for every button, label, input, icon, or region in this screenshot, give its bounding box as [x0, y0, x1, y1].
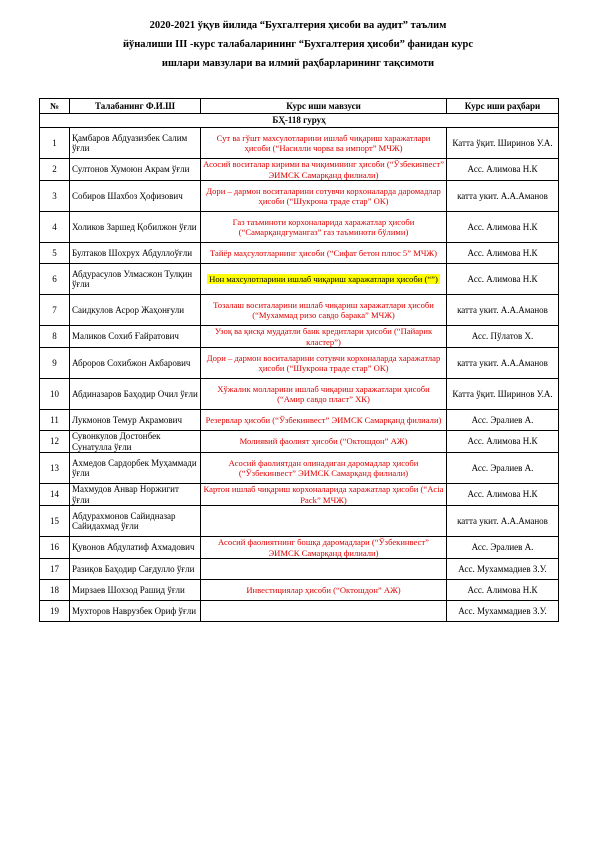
student-name: Саидкулов Асрор Жаҳонғули — [70, 295, 201, 326]
table-row — [40, 431, 559, 453]
row-number: 8 — [40, 326, 70, 348]
header-no: № — [40, 99, 70, 114]
course-topic: Асосий фаолиятдан олинадиган даромадлар ҳисоби (“Ўзбекинвест” ЭИМСК Самарқанд филиали) — [201, 453, 447, 484]
supervisor-name: Катта ўқит. Ширинов У.А. — [447, 128, 559, 159]
table-row — [40, 580, 559, 601]
row-number: 13 — [40, 453, 70, 484]
course-topic: Хўжалик молларини ишлаб чиқариш харажатлари ҳисоби (“Амир савдо пласт” ХК) — [201, 379, 447, 410]
supervisor-name: Асс. Алимова Н.К — [447, 243, 559, 264]
row-number: 4 — [40, 212, 70, 243]
course-topic: Тозалаш воситаларини ишлаб чиқариш харажатлари ҳисоби (“Мухаммад ризо савдо барака” МЧЖ) — [201, 295, 447, 326]
table-row — [40, 243, 559, 264]
course-topic — [201, 601, 447, 622]
supervisor-name: Асс. Алимова Н.К — [447, 484, 559, 506]
course-topic: Газ таъминоти корхоналарида харажатлар ҳисоби (“Самарқандгумангаз” газ таъминоти бўлими) — [201, 212, 447, 243]
row-number: 7 — [40, 295, 70, 326]
supervisor-name: Катта ўқит. Ширинов У.А. — [447, 379, 559, 410]
student-name: Абдурахмонов Сайидназар Сайидахмад ўғли — [70, 506, 201, 537]
student-name: Мухторов Наврузбек Ориф ўғли — [70, 601, 201, 622]
supervisor-name: Асс. Эралиев А. — [447, 537, 559, 559]
course-topic: Молиявий фаолият ҳисоби (“Октошдон” АЖ) — [201, 431, 447, 453]
row-number: 6 — [40, 264, 70, 295]
supervisor-name: Асс. Алимова Н.К — [447, 431, 559, 453]
student-name: Собиров Шахбоз Ҳофизович — [70, 181, 201, 212]
supervisor-name: Асс. Алимова Н.К — [447, 159, 559, 181]
table-row — [40, 484, 559, 506]
row-number: 10 — [40, 379, 70, 410]
supervisor-name: катта укит. А.А.Аманов — [447, 506, 559, 537]
student-name: Абдиназаров Баҳодир Очил ўғли — [70, 379, 201, 410]
table-row — [40, 453, 559, 484]
row-number: 19 — [40, 601, 70, 622]
supervisor-name: Асс. Алимова Н.К — [447, 212, 559, 243]
table-row — [40, 128, 559, 159]
table-row — [40, 326, 559, 348]
title-line-2: йўналиши III -курс талабаларининг “Бухгалтерия ҳисоби” фанидан курс — [122, 39, 474, 50]
title-line-1: 2020-2021 ўқув йилида “Бухгалтерия ҳисоби ва аудит” таълим — [149, 20, 447, 31]
course-topic: Асосий воситалар кирими ва чиқимининг ҳисоби (“Ўзбекинвест” ЭИМСК Самарқанд филиали) — [201, 159, 447, 181]
course-topic — [201, 559, 447, 580]
row-number: 14 — [40, 484, 70, 506]
course-topic: Дори – дармон воситаларини сотувчи корхоналарда харажатлар ҳисоби (“Шукрона траде стар” ОК) — [201, 348, 447, 379]
supervisor-name: Асс. Алимова Н.К — [447, 264, 559, 295]
course-works-table — [39, 98, 559, 622]
row-number: 11 — [40, 410, 70, 431]
table-row — [40, 559, 559, 580]
header-topic: Курс иши мавзуси — [201, 99, 447, 114]
page-title — [60, 16, 536, 73]
header-student: Талабанинг Ф.И.Ш — [70, 99, 201, 114]
table-row — [40, 379, 559, 410]
student-name: Лукмонов Темур Акрамович — [70, 410, 201, 431]
course-topic: Узоқ ва қисқа муддатли банк кредитлари ҳисоби (“Пайарик кластер”) — [201, 326, 447, 348]
table-row — [40, 264, 559, 295]
table-header-row — [40, 99, 559, 114]
row-number: 9 — [40, 348, 70, 379]
student-name: Қамбаров Абдуазизбек Салим ўғли — [70, 128, 201, 159]
student-name: Маликов Сохиб Ғайратович — [70, 326, 201, 348]
course-topic: Резервлар ҳисоби (“Ўзбекинвест” ЭИМСК Самарқанд филиали) — [201, 410, 447, 431]
student-name: Абдурасулов Улмасжон Тулқин ўғли — [70, 264, 201, 295]
row-number: 17 — [40, 559, 70, 580]
course-topic: Тайёр маҳсулотларнинг ҳисоби (“Сифат бетон плюс 5” МЧЖ) — [201, 243, 447, 264]
row-number: 15 — [40, 506, 70, 537]
table-row — [40, 348, 559, 379]
group-label: БҲ-118 гуруҳ — [40, 114, 559, 128]
student-name: Бултаков Шохрух Абдуллоўғли — [70, 243, 201, 264]
supervisor-name: Асс. Мухаммадиев З.У. — [447, 559, 559, 580]
student-name: Разиқов Баҳодир Сағдулло ўғли — [70, 559, 201, 580]
course-topic: Картон ишлаб чиқариш корхоналарида харажатлар ҳисоби (“Acia Pack” МЧЖ) — [201, 484, 447, 506]
table-row — [40, 212, 559, 243]
row-number: 12 — [40, 431, 70, 453]
supervisor-name: катта укит. А.А.Аманов — [447, 181, 559, 212]
student-name: Холиков Заршед Қобилжон ўғли — [70, 212, 201, 243]
student-name: Мирзаев Шохзод Рашид ўғли — [70, 580, 201, 601]
row-number: 1 — [40, 128, 70, 159]
supervisor-name: Асс. Эралиев А. — [447, 453, 559, 484]
supervisor-name: Асс. Алимова Н.К — [447, 580, 559, 601]
table-row — [40, 410, 559, 431]
row-number: 3 — [40, 181, 70, 212]
table-row — [40, 601, 559, 622]
row-number: 2 — [40, 159, 70, 181]
header-supervisor: Курс иши раҳбари — [447, 99, 559, 114]
student-name: Ахмедов Сардорбек Муҳаммади ўғли — [70, 453, 201, 484]
course-topic — [201, 506, 447, 537]
student-name: Сувонкулов Достонбек Сунатулла ўғли — [70, 431, 201, 453]
table-row — [40, 181, 559, 212]
student-name: Қувонов Абдулатиф Ахмадович — [70, 537, 201, 559]
course-topic: Асосий фаолиятнинг бошқа даромадлари (“Ўзбекинвест” ЭИМСК Самарқанд филиали) — [201, 537, 447, 559]
student-name: Султонов Хумоюн Акрам ўғли — [70, 159, 201, 181]
highlighted-topic: Нон махсулотларини ишлаб чиқариш харажатлари ҳисоби (“”) — [209, 273, 438, 284]
supervisor-name: катта укит. А.А.Аманов — [447, 348, 559, 379]
table-row — [40, 295, 559, 326]
course-topic: Дори – дармон воситаларини сотувчи корхоналарда даромадлар ҳисоби (“Шукрона траде стар” ОК) — [201, 181, 447, 212]
table-row — [40, 506, 559, 537]
supervisor-name: Асс. Эралиев А. — [447, 410, 559, 431]
supervisor-name: катта укит. А.А.Аманов — [447, 295, 559, 326]
row-number: 5 — [40, 243, 70, 264]
group-row — [40, 114, 559, 128]
row-number: 18 — [40, 580, 70, 601]
course-topic: Сут ва гўшт махсулотларини ишлаб чиқариш харажатлари ҳисоби (“Насилли чорва ва импорт” МЧЖ) — [201, 128, 447, 159]
row-number: 16 — [40, 537, 70, 559]
title-line-3: ишлари мавзулари ва илмий раҳбарларининг тақсимоти — [161, 58, 435, 69]
table-row — [40, 537, 559, 559]
student-name: Аброров Сохибжон Акбарович — [70, 348, 201, 379]
course-topic: Инвестициялар ҳисоби (“Октошдон” АЖ) — [201, 580, 447, 601]
student-name: Махмудов Анвар Норжигит ўғли — [70, 484, 201, 506]
table-row — [40, 159, 559, 181]
supervisor-name: Асс. Пўлатов Х. — [447, 326, 559, 348]
course-topic — [201, 264, 447, 295]
supervisor-name: Асс. Мухаммадиев З.У. — [447, 601, 559, 622]
